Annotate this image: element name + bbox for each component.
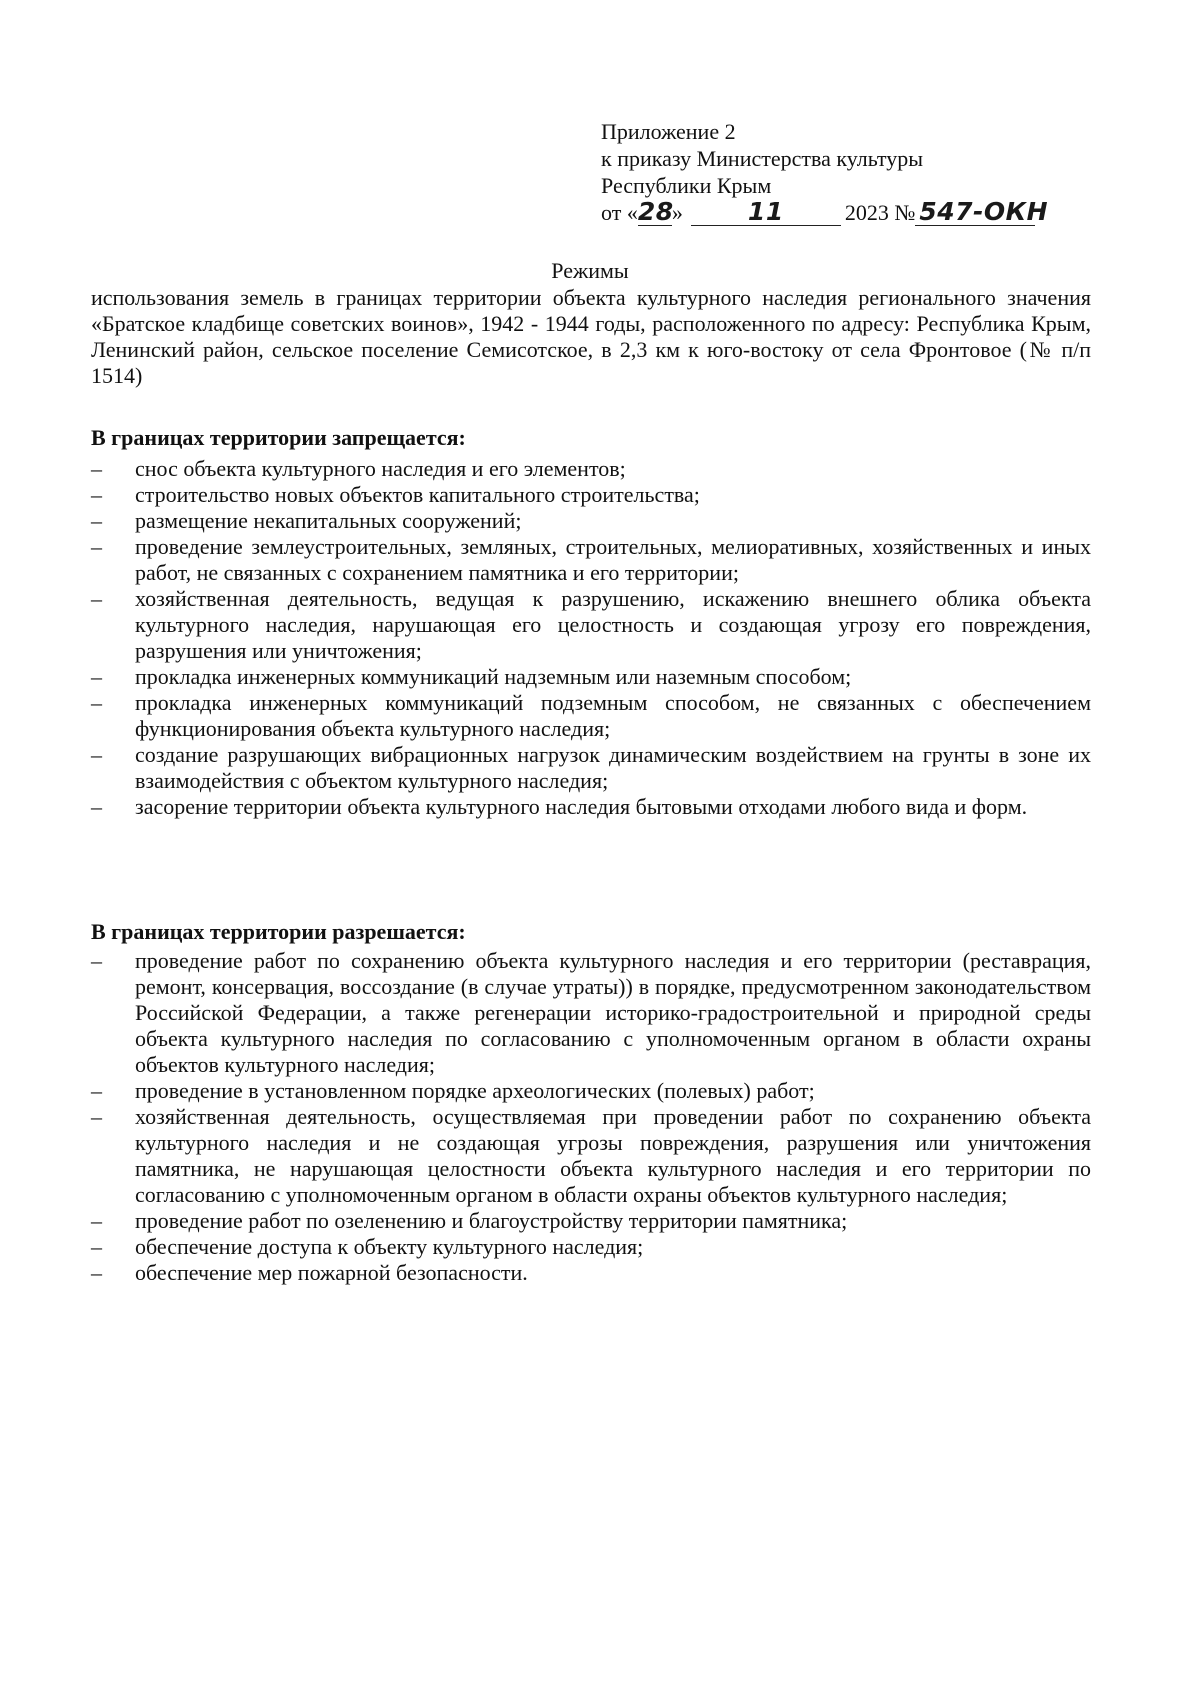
- list-item: [91, 456, 1091, 482]
- list-item-text: создание разрушающих вибрационных нагрузок динамическим воздействием на грунты в зоне их взаимодействия с объектом культурного наследия;: [135, 742, 1091, 793]
- list-item: [91, 1234, 1091, 1260]
- list-item: [91, 1260, 1091, 1286]
- list-item-text: засорение территории объекта культурного наследия бытовыми отходами любого вида и форм.: [135, 794, 1028, 819]
- date-day-field: [637, 197, 674, 226]
- list-item-text: прокладка инженерных коммуникаций надземным или наземным способом;: [135, 664, 852, 689]
- list-dash: –: [91, 1260, 102, 1285]
- list-dash: –: [91, 664, 102, 689]
- list-dash: –: [91, 456, 102, 481]
- list-dash: –: [91, 1208, 102, 1233]
- list-item: [91, 1104, 1091, 1208]
- list-item: [91, 948, 1091, 1078]
- list-dash: –: [91, 794, 102, 819]
- allowed-list: [91, 948, 1091, 1286]
- list-item-text: проведение работ по сохранению объекта культурного наследия и его территории (реставрация, ремонт, консервация, воссоздание (в случае утраты)) в порядке, предусмотренном законодательством Российской Федерации, а также регенерации историко-градостроительной и природной среды объекта культурного наследия по согласованию с уполномоченным органом в области охраны объектов культурного наследия;: [135, 948, 1091, 1077]
- appendix-order-ref: к приказу Министерства культуры: [601, 146, 924, 171]
- list-dash: –: [91, 742, 102, 767]
- list-item: [91, 586, 1091, 664]
- list-dash: –: [91, 690, 102, 715]
- list-item-text: размещение некапитальных сооружений;: [135, 508, 522, 533]
- list-item-text: прокладка инженерных коммуникаций подземным способом, не связанных с обеспечением функционирования объекта культурного наследия;: [135, 690, 1091, 741]
- appendix-date-line: [601, 197, 1048, 226]
- prohibited-heading: В границах территории запрещается:: [91, 425, 466, 450]
- document-intro: использования земель в границах территории объекта культурного наследия регионального значения «Братское кладбище советских воинов», 1942 - 1944 годы, расположенного по адресу: Республика Крым, Ленинский район, сельское поселение Семисотское, в 2,3 км к юго-востоку от села Фронтовое (№ п/п 1514): [91, 285, 1091, 388]
- list-item: [91, 742, 1091, 794]
- list-item-text: обеспечение доступа к объекту культурного наследия;: [135, 1234, 644, 1259]
- list-item: [91, 508, 1091, 534]
- list-item-text: проведение в установленном порядке археологических (полевых) работ;: [135, 1078, 815, 1103]
- list-item-text: проведение работ по озеленению и благоустройству территории памятника;: [135, 1208, 848, 1233]
- list-item: [91, 1078, 1091, 1104]
- list-item-text: обеспечение мер пожарной безопасности.: [135, 1260, 528, 1285]
- list-item-text: хозяйственная деятельность, осуществляемая при проведении работ по сохранению объекта культурного наследия и не создающая угрозы повреждения, разрушения или уничтожения памятника, не нарушающая целостности объекта культурного наследия и его территории по согласованию с уполномоченным органом в области охраны объектов культурного наследия;: [135, 1104, 1091, 1207]
- date-month-handwritten: 11: [747, 197, 784, 226]
- order-number-field: [915, 197, 1048, 226]
- list-item: [91, 690, 1091, 742]
- list-item-text: снос объекта культурного наследия и его элементов;: [135, 456, 626, 481]
- document-title: Режимы: [551, 258, 629, 283]
- date-quote-close: »: [671, 200, 683, 225]
- list-item-text: проведение землеустроительных, земляных, строительных, мелиоративных, хозяйственных и иных работ, не связанных с сохранением памятника и его территории;: [135, 534, 1091, 585]
- list-item: [91, 664, 1091, 690]
- date-month-field: [691, 197, 841, 226]
- list-dash: –: [91, 1234, 102, 1259]
- order-number-handwritten: 547-ОКН: [919, 197, 1048, 226]
- list-dash: –: [91, 1104, 102, 1129]
- list-item: [91, 534, 1091, 586]
- list-dash: –: [91, 1078, 102, 1103]
- allowed-heading: В границах территории разрешается:: [91, 919, 466, 944]
- appendix-header: [601, 118, 1048, 226]
- list-dash: –: [91, 534, 102, 559]
- list-item: [91, 1208, 1091, 1234]
- date-year-label: 2023 №: [844, 200, 916, 225]
- list-item: [91, 482, 1091, 508]
- list-dash: –: [91, 508, 102, 533]
- appendix-republic: Республики Крым: [601, 173, 772, 198]
- appendix-title: Приложение 2: [601, 119, 736, 144]
- list-item-text: строительство новых объектов капитального строительства;: [135, 482, 700, 507]
- list-item: [91, 794, 1091, 820]
- list-item-text: хозяйственная деятельность, ведущая к разрушению, искажению внешнего облика объекта культурного наследия, нарушающая его целостность и создающая угрозу его повреждения, разрушения или уничтожения;: [135, 586, 1091, 663]
- list-dash: –: [91, 482, 102, 507]
- list-dash: –: [91, 586, 102, 611]
- date-prefix: от «: [601, 200, 638, 225]
- prohibited-list: [91, 456, 1091, 820]
- list-dash: –: [91, 948, 102, 973]
- date-day-handwritten: 28: [637, 197, 674, 226]
